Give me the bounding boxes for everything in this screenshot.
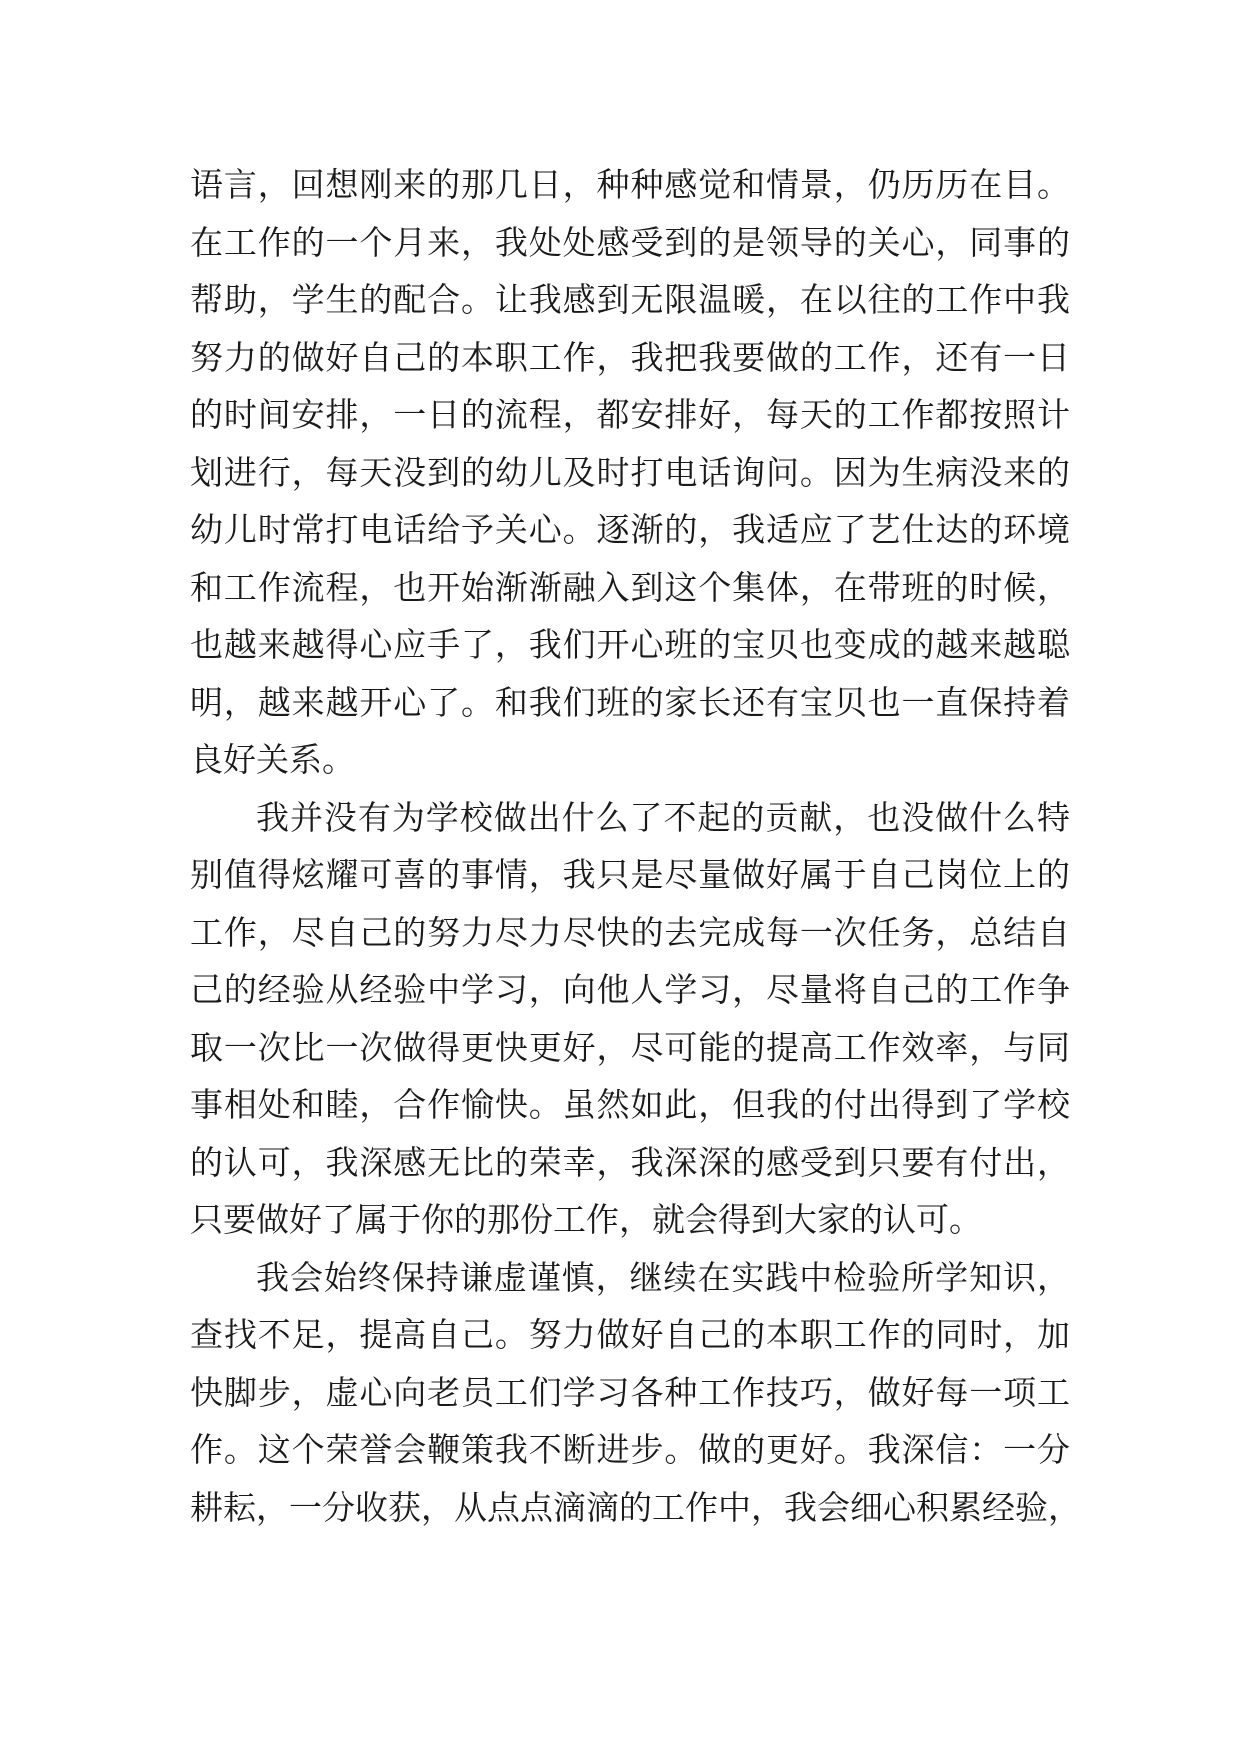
- text-line: 的认可，我深感无比的荣幸，我深深的感受到只要有付出，: [190, 1142, 1070, 1182]
- text-line: 别值得炫耀可喜的事情，我只是尽量做好属于自己岗位上的: [190, 855, 1070, 894]
- text-line: 划进行，每天没到的幼儿及时打电话询问。因为生病没来的: [190, 452, 1070, 492]
- body-text: [190, 156, 1081, 1536]
- text-line: 幼儿时常打电话给予关心。逐渐的，我适应了艺仕达的环境: [190, 510, 1070, 549]
- paragraph: [190, 789, 1070, 1249]
- text-line: 语言，回想刚来的那几日，种种感觉和情景，仍历历在目。: [190, 165, 1070, 204]
- text-line: 在工作的一个月来，我处处感受到的是领导的关心，同事的: [190, 222, 1070, 262]
- text-line: 帮助，学生的配合。让我感到无限温暖，在以往的工作中我: [190, 280, 1070, 319]
- text-line: 取一次比一次做得更快更好，尽可能的提高工作效率，与同: [190, 1027, 1070, 1067]
- text-line: 工作，尽自己的努力尽力尽快的去完成每一次任务，总结自: [190, 912, 1070, 952]
- text-line: 查找不足，提高自己。努力做好自己的本职工作的同时，加: [190, 1315, 1070, 1354]
- text-line: 明，越来越开心了。和我们班的家长还有宝贝也一直保持着: [190, 682, 1070, 722]
- text-line: 耕耘，一分收获，从点点滴滴的工作中，我会细心积累经验，: [190, 1487, 1081, 1527]
- text-line: 只要做好了属于你的那份工作，就会得到大家的认可。: [190, 1200, 982, 1239]
- paragraph: [190, 156, 1070, 789]
- text-line: 也越来越得心应手了，我们开心班的宝贝也变成的越来越聪: [190, 625, 1070, 664]
- text-line: 我会始终保持谦虚谨慎，继续在实践中检验所学知识，: [256, 1257, 1070, 1297]
- text-line: 我并没有为学校做出什么了不起的贡献，也没做什么特: [256, 797, 1070, 837]
- text-line: 努力的做好自己的本职工作，我把我要做的工作，还有一日: [190, 337, 1070, 377]
- text-line: 和工作流程，也开始渐渐融入到这个集体，在带班的时候，: [190, 567, 1070, 607]
- paragraph: [190, 1249, 1081, 1537]
- text-line: 己的经验从经验中学习，向他人学习，尽量将自己的工作争: [190, 970, 1070, 1009]
- text-line: 事相处和睦，合作愉快。虽然如此，但我的付出得到了学校: [190, 1085, 1070, 1124]
- text-line: 良好关系。: [190, 740, 355, 779]
- text-line: 的时间安排，一日的流程，都安排好，每天的工作都按照计: [190, 395, 1070, 434]
- text-line: 快脚步，虚心向老员工们学习各种工作技巧，做好每一项工: [190, 1372, 1070, 1412]
- text-line: 作。这个荣誉会鞭策我不断进步。做的更好。我深信：一分: [190, 1430, 1070, 1469]
